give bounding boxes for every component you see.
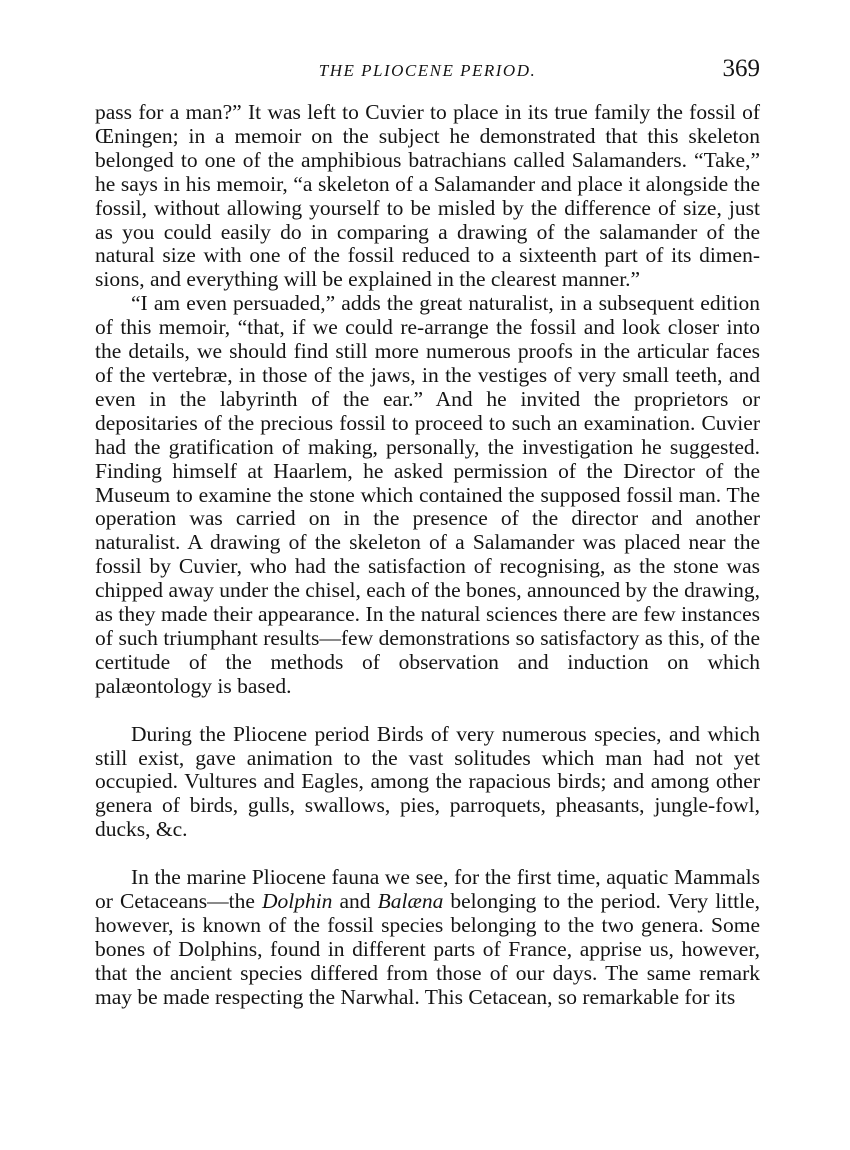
paragraph-pliocene-birds: During the Pliocene period Birds of very numerous species, and which still exist, gave animation to the vast solitudes which man had not yet occupied. Vultures and Eagles, among the rapacious birds; and among other genera of birds, gulls, swallows, pies, parroquets, pheasants, jungle-fowl, ducks, &c. (95, 721, 760, 842)
marine-fauna-text-1: In the marine Pliocene fauna we see, for the first time, aquatic Mammals or Cetaceans—the (95, 865, 760, 914)
page-number: 369 (722, 55, 760, 82)
body-text (95, 101, 760, 1010)
paragraph-cuvier-quote: “I am even persuaded,” adds the great naturalist, in a subsequent edition of this memoir, “that, if we could re-arrange the fossil and look closer into the details, we should find still more numerous proofs in the articular faces of the vertebræ, in those of the jaws, in the vestiges of very small teeth, and even in the labyrinth of the ear.” And he invited the proprietors or depositaries of the precious fossil to proceed to such an examination. Cuvier had the gratification of making, personally, the investigation he suggested. Finding himself at Haarlem, he asked permission of the Director of the Museum to examine the stone which contained the supposed fossil man. The operation was carried on in the presence of the director and another naturalist. A drawing of the skeleton of a Salamander was placed near the fossil by Cuvier, who had the satisfaction of recognising, as the stone was chipped away under the chisel, each of the bones, announced by the drawing, as they made their appearance. In the natural sciences there are few instances of such triumphant results—few demonstrations so satisfactory as this, of the certitude of the methods of observation and induction on which palæontology is based. (95, 291, 760, 698)
paragraph-continued: pass for a man?” It was left to Cuvier to place in its true family the fossil of Œningen; in a memoir on the subject he demonstrated that this skeleton belonged to one of the amphibious batrachians called Salamanders. “Take,” he says in his memoir, “a skeleton of a Salamander and place it alongside the fossil, without allowing yourself to be misled by the difference of size, just as you could easily do in comparing a drawing of the salamander of the natural size with one of the fossil reduced to a sixteenth part of its dimensions, and everything will be explained in the clearest manner.” (95, 100, 760, 292)
italic-term-balaena: Balæna (377, 889, 444, 914)
running-title: THE PLIOCENE PERIOD. (318, 61, 537, 80)
italic-term-dolphin: Dolphin (261, 889, 333, 914)
paragraph-marine-fauna (95, 866, 760, 1009)
marine-fauna-text-3: belonging to the period. Very little, however, is known of the fossil species belonging to the two genera. Some bones of Dolphins, found in different parts of France, apprise us, however, that the ancient species differed from those of our days. The same remark may be made respecting the Narwhal. This Cetacean, so remarkable for its (95, 889, 760, 1009)
marine-fauna-text-2: and (332, 889, 378, 914)
running-head (95, 55, 760, 91)
